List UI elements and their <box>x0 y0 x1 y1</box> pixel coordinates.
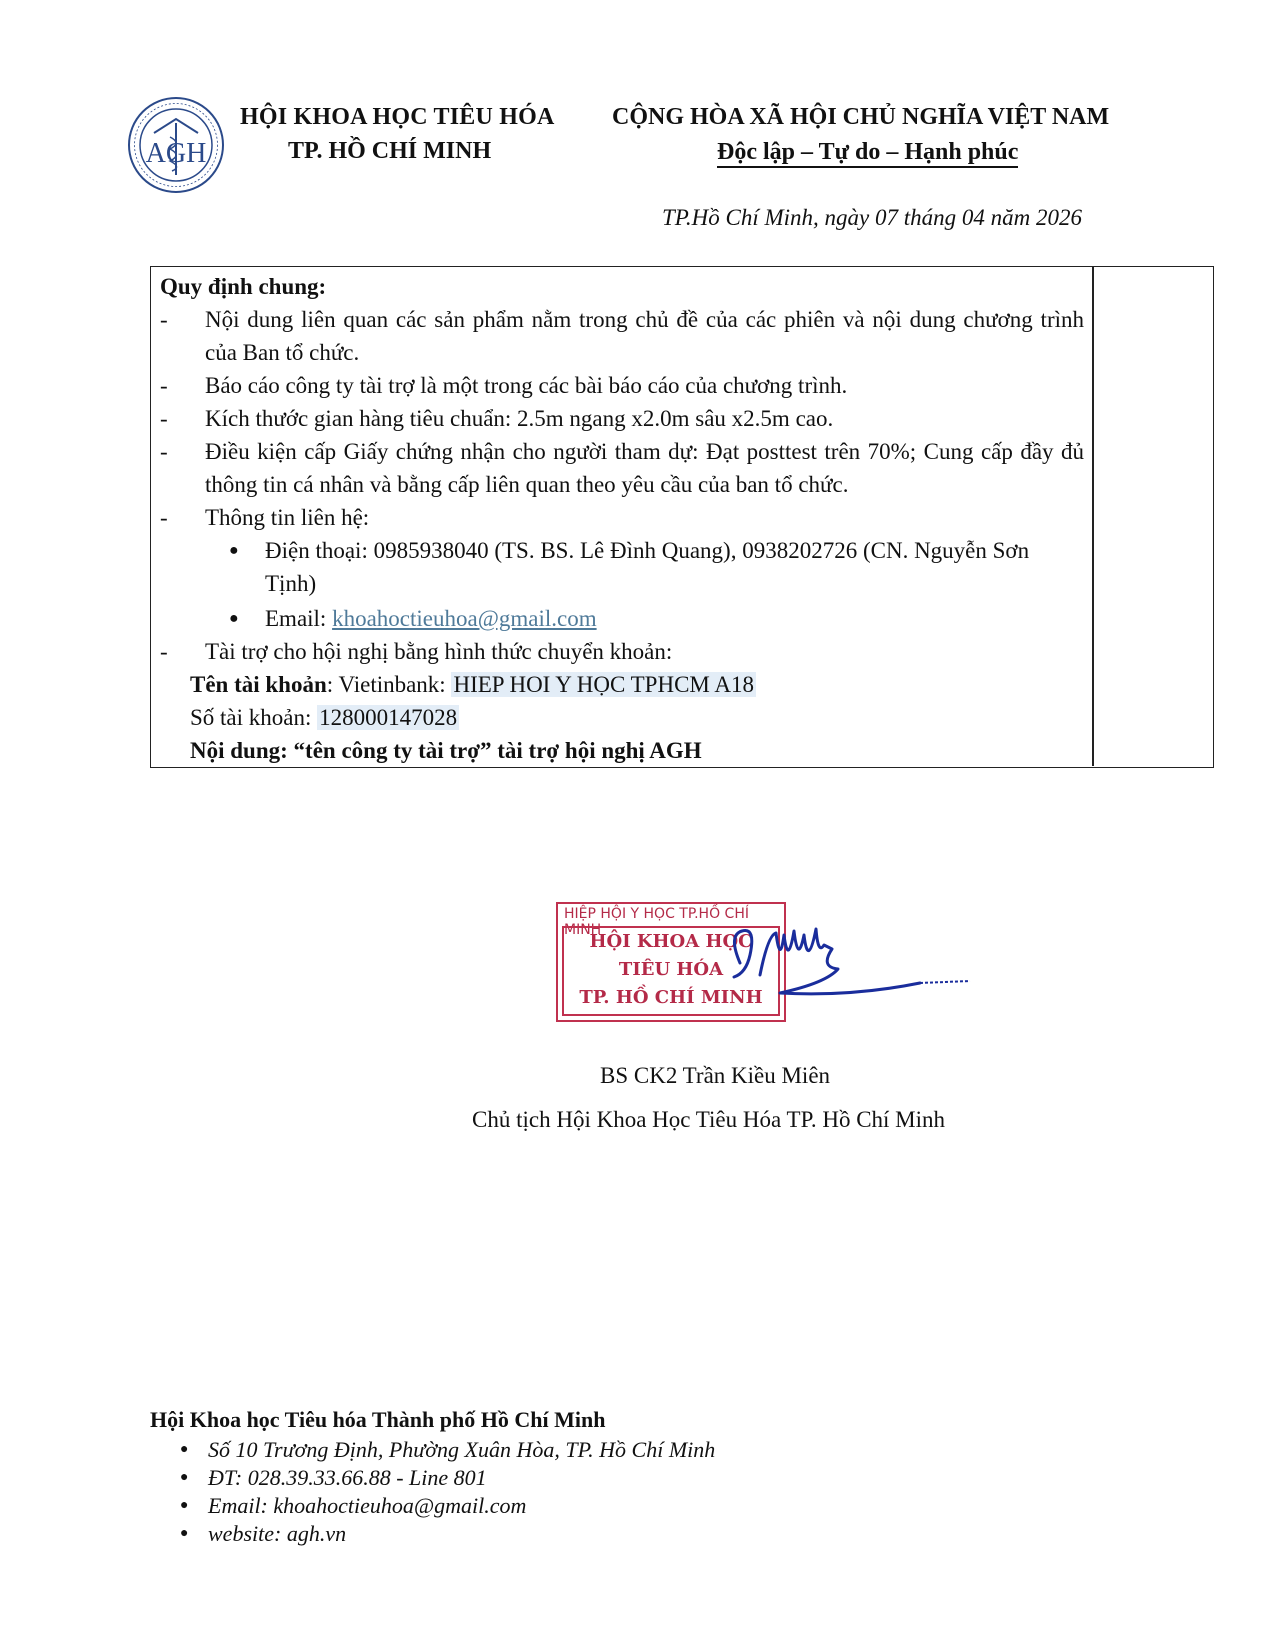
rule-item: - Nội dung liên quan các sản phẩm nằm trong chủ đề của các phiên và nội dung chương trình của Ban tổ chức. <box>160 307 1084 365</box>
agh-logo <box>126 95 226 195</box>
org-city: TP. HỒ CHÍ MINH <box>288 138 492 164</box>
rules-content <box>160 270 1084 767</box>
signature <box>720 905 980 1015</box>
footer-phone: ● ĐT: 028.39.33.66.88 - Line 801 <box>180 1465 487 1490</box>
official-stamp: HIỆP HỘI Y HỌC TP.HỒ CHÍ MINH HỘI KHOA HỌC TIÊU HÓA TP. HỒ CHÍ MINH <box>556 902 786 1022</box>
footer-email: ● Email: khoahoctieuhoa@gmail.com <box>180 1493 527 1518</box>
rule-item: - Điều kiện cấp Giấy chứng nhận cho người tham dự: Đạt posttest trên 70%; Cung cấp đầy đủ thông tin cá nhân và bằng cấp liên quan theo yêu cầu của ban tổ chức. <box>160 439 1084 497</box>
rules-heading: Quy định chung: <box>160 274 327 299</box>
nation-title: CỘNG HÒA XÃ HỘI CHỦ NGHĨA VIỆT NAM <box>612 104 1110 130</box>
account-number-value: 128000147028 <box>319 705 458 730</box>
transfer-content-row: Nội dung: “tên công ty tài trợ” tài trợ hội nghị AGH <box>190 738 702 763</box>
email-link[interactable]: khoahoctieuhoa@gmail.com <box>332 606 597 631</box>
bullet-icon: ● <box>180 1470 189 1485</box>
dateline: TP.Hồ Chí Minh, ngày 07 tháng 04 năm 2026 <box>662 205 1082 230</box>
account-name-row: Tên tài khoản: Vietinbank: HIEP HOI Y HỌC TPHCM A18 <box>190 672 754 697</box>
bullet-icon: ● <box>180 1498 189 1513</box>
bullet-icon: ● <box>180 1526 189 1541</box>
rule-item: - Kích thước gian hàng tiêu chuẩn: 2.5m ngang x2.0m sâu x2.5m cao. <box>160 406 834 431</box>
footer-address: ● Số 10 Trương Định, Phường Xuân Hòa, TP. Hồ Chí Minh <box>180 1437 716 1462</box>
bullet-icon: ● <box>229 542 239 559</box>
contact-phone: ● Điện thoại: 0985938040 (TS. BS. Lê Đình Quang), 0938202726 (CN. Nguyễn Sơn Tịnh) <box>160 534 1084 600</box>
rule-item: - Báo cáo công ty tài trợ là một trong các bài báo cáo của chương trình. <box>160 373 848 398</box>
signer-title: Chủ tịch Hội Khoa Học Tiêu Hóa TP. Hồ Chí Minh <box>472 1107 946 1132</box>
rule-item: - Thông tin liên hệ: <box>160 505 370 530</box>
org-name: HỘI KHOA HỌC TIÊU HÓA <box>240 104 555 130</box>
signer-name: BS CK2 Trần Kiều Miên <box>600 1063 831 1088</box>
footer-title: Hội Khoa học Tiêu hóa Thành phố Hồ Chí Minh <box>150 1407 606 1432</box>
table-column-divider <box>1092 266 1094 766</box>
svg-text:AGH: AGH <box>145 138 207 169</box>
bullet-icon: ● <box>229 610 239 627</box>
footer-contact-list <box>180 1436 715 1548</box>
rule-item: - Tài trợ cho hội nghị bằng hình thức chuyển khoản: <box>160 639 673 664</box>
contact-email: ● Email: khoahoctieuhoa@gmail.com <box>160 602 1084 635</box>
account-name-value: HIEP HOI Y HỌC TPHCM A18 <box>453 672 754 697</box>
motto: Độc lập – Tự do – Hạnh phúc <box>717 138 1018 168</box>
bullet-icon: ● <box>180 1442 189 1457</box>
footer-website: ● website: agh.vn <box>180 1521 347 1546</box>
account-number-row: Số tài khoản: 128000147028 <box>190 705 458 730</box>
